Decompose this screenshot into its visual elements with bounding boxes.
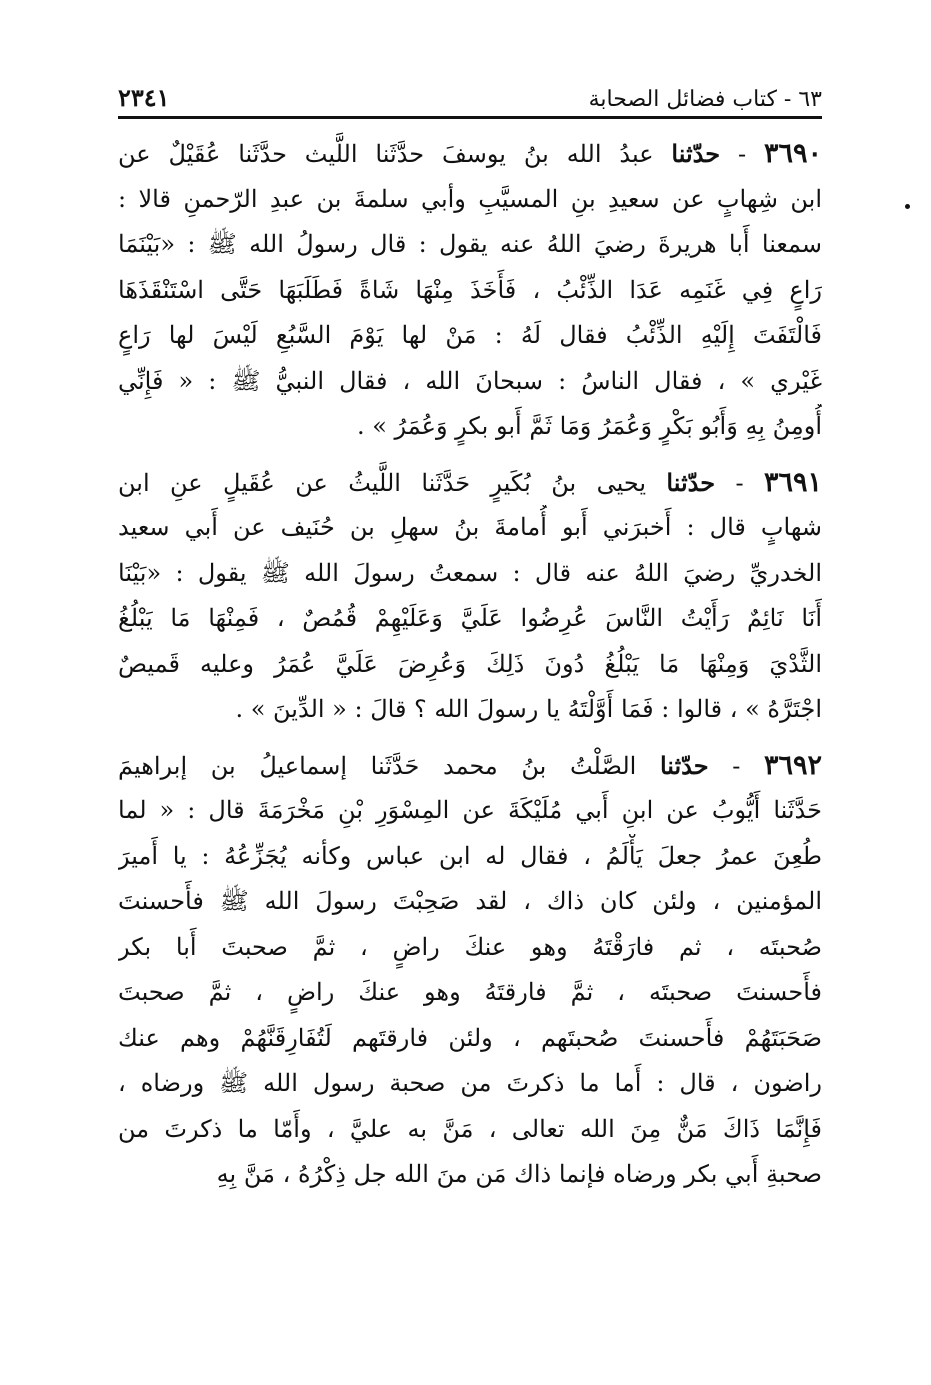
hadith-block: [118, 131, 822, 450]
line-text: صَحَبَتَهُمْ فأَحسنتَ صُحبتَهم ، ولئن فارقتَهم لَتُفَارِقَنَّهُمْ وهم عنك: [118, 1023, 822, 1052]
line-text: سمعنا أَبا هريرةَ رضيَ اللهُ عنه يقول : قال رسولُ الله ﷺ : «بَيْنَمَا: [118, 230, 822, 258]
text-line: [118, 505, 822, 551]
book-page: [118, 78, 822, 1318]
text-line: ٣٦٩٢ - حدّثنا الصَّلْتُ بنُ محمد حَدَّثَنا إسماعيلُ بن إبراهيمَ: [118, 749, 822, 781]
hadith-lead: حدّثنا: [659, 750, 709, 780]
hadith-block: [118, 460, 822, 733]
text-line: [118, 1107, 822, 1153]
line-text: غَيْري » ، فقال الناسُ : سبحانَ الله ، فقال النبيُّ ﷺ : « فَإِنِّي: [118, 366, 822, 395]
running-title: ٦٣ - كتاب فضائل الصحابة: [588, 87, 822, 112]
text-line: [118, 313, 822, 359]
line-text: الخدريِّ رضيَ اللهُ عنه قال : سمعتُ رسولَ الله ﷺ يقول : «بَيْنَا: [118, 558, 822, 587]
body-text: [118, 131, 822, 1198]
line-text: الصَّلْتُ بنُ محمد حَدَّثَنا إسماعيلُ بن إبراهيمَ: [118, 751, 637, 780]
line-text: صحبةِ أَبي بكر ورضاه فإنما ذاك مَن منَ الله جل ذِكْرُهُ ، مَنَّ بِهِ: [216, 1160, 822, 1188]
line-text: يحيى بنُ بُكَيرٍ حَدَّثَنا اللَّيثُ عن عُقَيلٍ عنِ ابن: [118, 468, 646, 497]
text-line: [118, 925, 822, 971]
text-line: [118, 268, 822, 314]
text-line: [118, 1016, 822, 1062]
hadith-number: ٣٦٩٠: [763, 138, 822, 169]
page-number: ٢٣٤١: [118, 83, 170, 112]
line-text: فأَحسنتَ صحبتَه ، ثمَّ فارقتَهُ وهو عنكَ راضٍ ، ثمَّ صحبتَ: [118, 978, 822, 1006]
line-text: طُعِنَ عمرُ جعلَ يَأْلَمُ ، فقال له ابن عباس وكأنه يُجَزِّعُهُ : يا أَميرَ: [118, 841, 822, 870]
text-line: [118, 1152, 822, 1198]
text-line: [118, 687, 822, 733]
hadith-number: ٣٦٩٢: [763, 749, 822, 781]
hadith-number: ٣٦٩١: [763, 466, 822, 498]
text-line: [118, 970, 822, 1016]
line-text: رَاعٍ فِي غَنَمِه عَدَا الذِّئْبُ ، فَأَخَذَ مِنْهَا شَاةً فَطَلَبَهَا حَتَّى اسْتَنْقَذَهَا: [118, 275, 822, 304]
line-text: فَإِنَّمَا ذَاكَ مَنٌّ مِنَ الله تعالى ، مَنَّ به عليَّ ، وأَمّا ما ذكرتَ من: [118, 1114, 822, 1143]
line-text: عبدُ الله بنُ يوسفَ حدَّثَنا اللَّيث حدَّثَنا عُقَيْلٌ عن: [118, 140, 654, 168]
hadith-lead: حدّثنا: [671, 139, 721, 168]
text-line: ٣٦٩٠ - حدّثنا عبدُ الله بنُ يوسفَ حدَّثَنا اللَّيث حدَّثَنا عُقَيْلٌ عن: [118, 138, 822, 169]
line-text: الثَّدْيَ وَمِنْهَا مَا يَبْلُغُ دُونَ ذَلِكَ وَعُرِضَ عَلَيَّ عُمَرُ وعليه قَميصٌ: [118, 649, 822, 678]
text-line: [118, 834, 822, 880]
page-header: [118, 78, 822, 119]
text-line: [118, 879, 822, 925]
line-text: المؤمنين ، ولئن كان ذاك ، لقد صَحِبْتَ رسولَ الله ﷺ فأَحسنتَ: [118, 887, 822, 915]
line-text: صُحبتَه ، ثم فارَقْتَهُ وهو عنكَ راضٍ ، ثمَّ صحبتَ أَبا بكر: [118, 932, 822, 961]
text-line: [118, 596, 822, 642]
line-text: راضون ، قال : أَما ما ذكرتَ من صحبة رسول الله ﷺ ورضاه ،: [118, 1069, 822, 1097]
text-line: [118, 359, 822, 405]
line-text: اجْتَرَّهُ » ، قالوا : فَمَا أَوَّلْتَهُ يا رسولَ الله ؟ قالَ : « الدِّينَ » .: [235, 695, 822, 723]
text-line: ٣٦٩١ - حدّثنا يحيى بنُ بُكَيرٍ حَدَّثَنا اللَّيثُ عن عُقَيلٍ عنِ ابن: [118, 466, 822, 498]
line-text: أَنَا نَائِمٌ رَأَيْتُ النَّاسَ عُرِضُوا عَلَيَّ وَعَلَيْهِمْ قُمُصٌ ، فَمِنْهَا مَا يَبْلُغُ: [118, 604, 822, 632]
text-line: [118, 177, 822, 223]
text-line: [118, 642, 822, 688]
line-text: أُومِنُ بِهِ وَأَبُو بَكْرٍ وَعُمَرُ وَمَا ثَمَّ أَبو بكرٍ وَعُمَرُ » .: [356, 412, 822, 440]
line-text: ابن شِهابٍ عن سعيدِ بنِ المسيَّبِ وأبي سلمةَ بن عبدِ الرّحمنِ قالا :: [118, 184, 822, 213]
text-line: [118, 222, 822, 268]
text-line: [118, 404, 822, 450]
margin-dot: [905, 204, 910, 209]
line-text: شهابٍ قال : أَخبرَني أَبو أُمامةَ بنُ سهلِ بن حُنَيف عن أَبي سعيد: [118, 513, 822, 541]
text-line: [118, 788, 822, 834]
line-text: فَالْتَفَتَ إِلَيْهِ الذِّئْبُ فقال لَهُ : مَنْ لها يَوْمَ السَّبُعِ لَيْسَ لها رَاعٍ: [118, 321, 822, 349]
hadith-lead: حدّثنا: [666, 467, 716, 497]
text-line: [118, 1061, 822, 1107]
line-text: حَدَّثَنا أَيُّوبُ عن ابنِ أَبي مُلَيْكَةَ عن المِسْوَرِ بْنِ مَخْرَمَةَ قال : « لما: [118, 796, 822, 824]
text-line: [118, 551, 822, 597]
hadith-block: [118, 743, 822, 1198]
